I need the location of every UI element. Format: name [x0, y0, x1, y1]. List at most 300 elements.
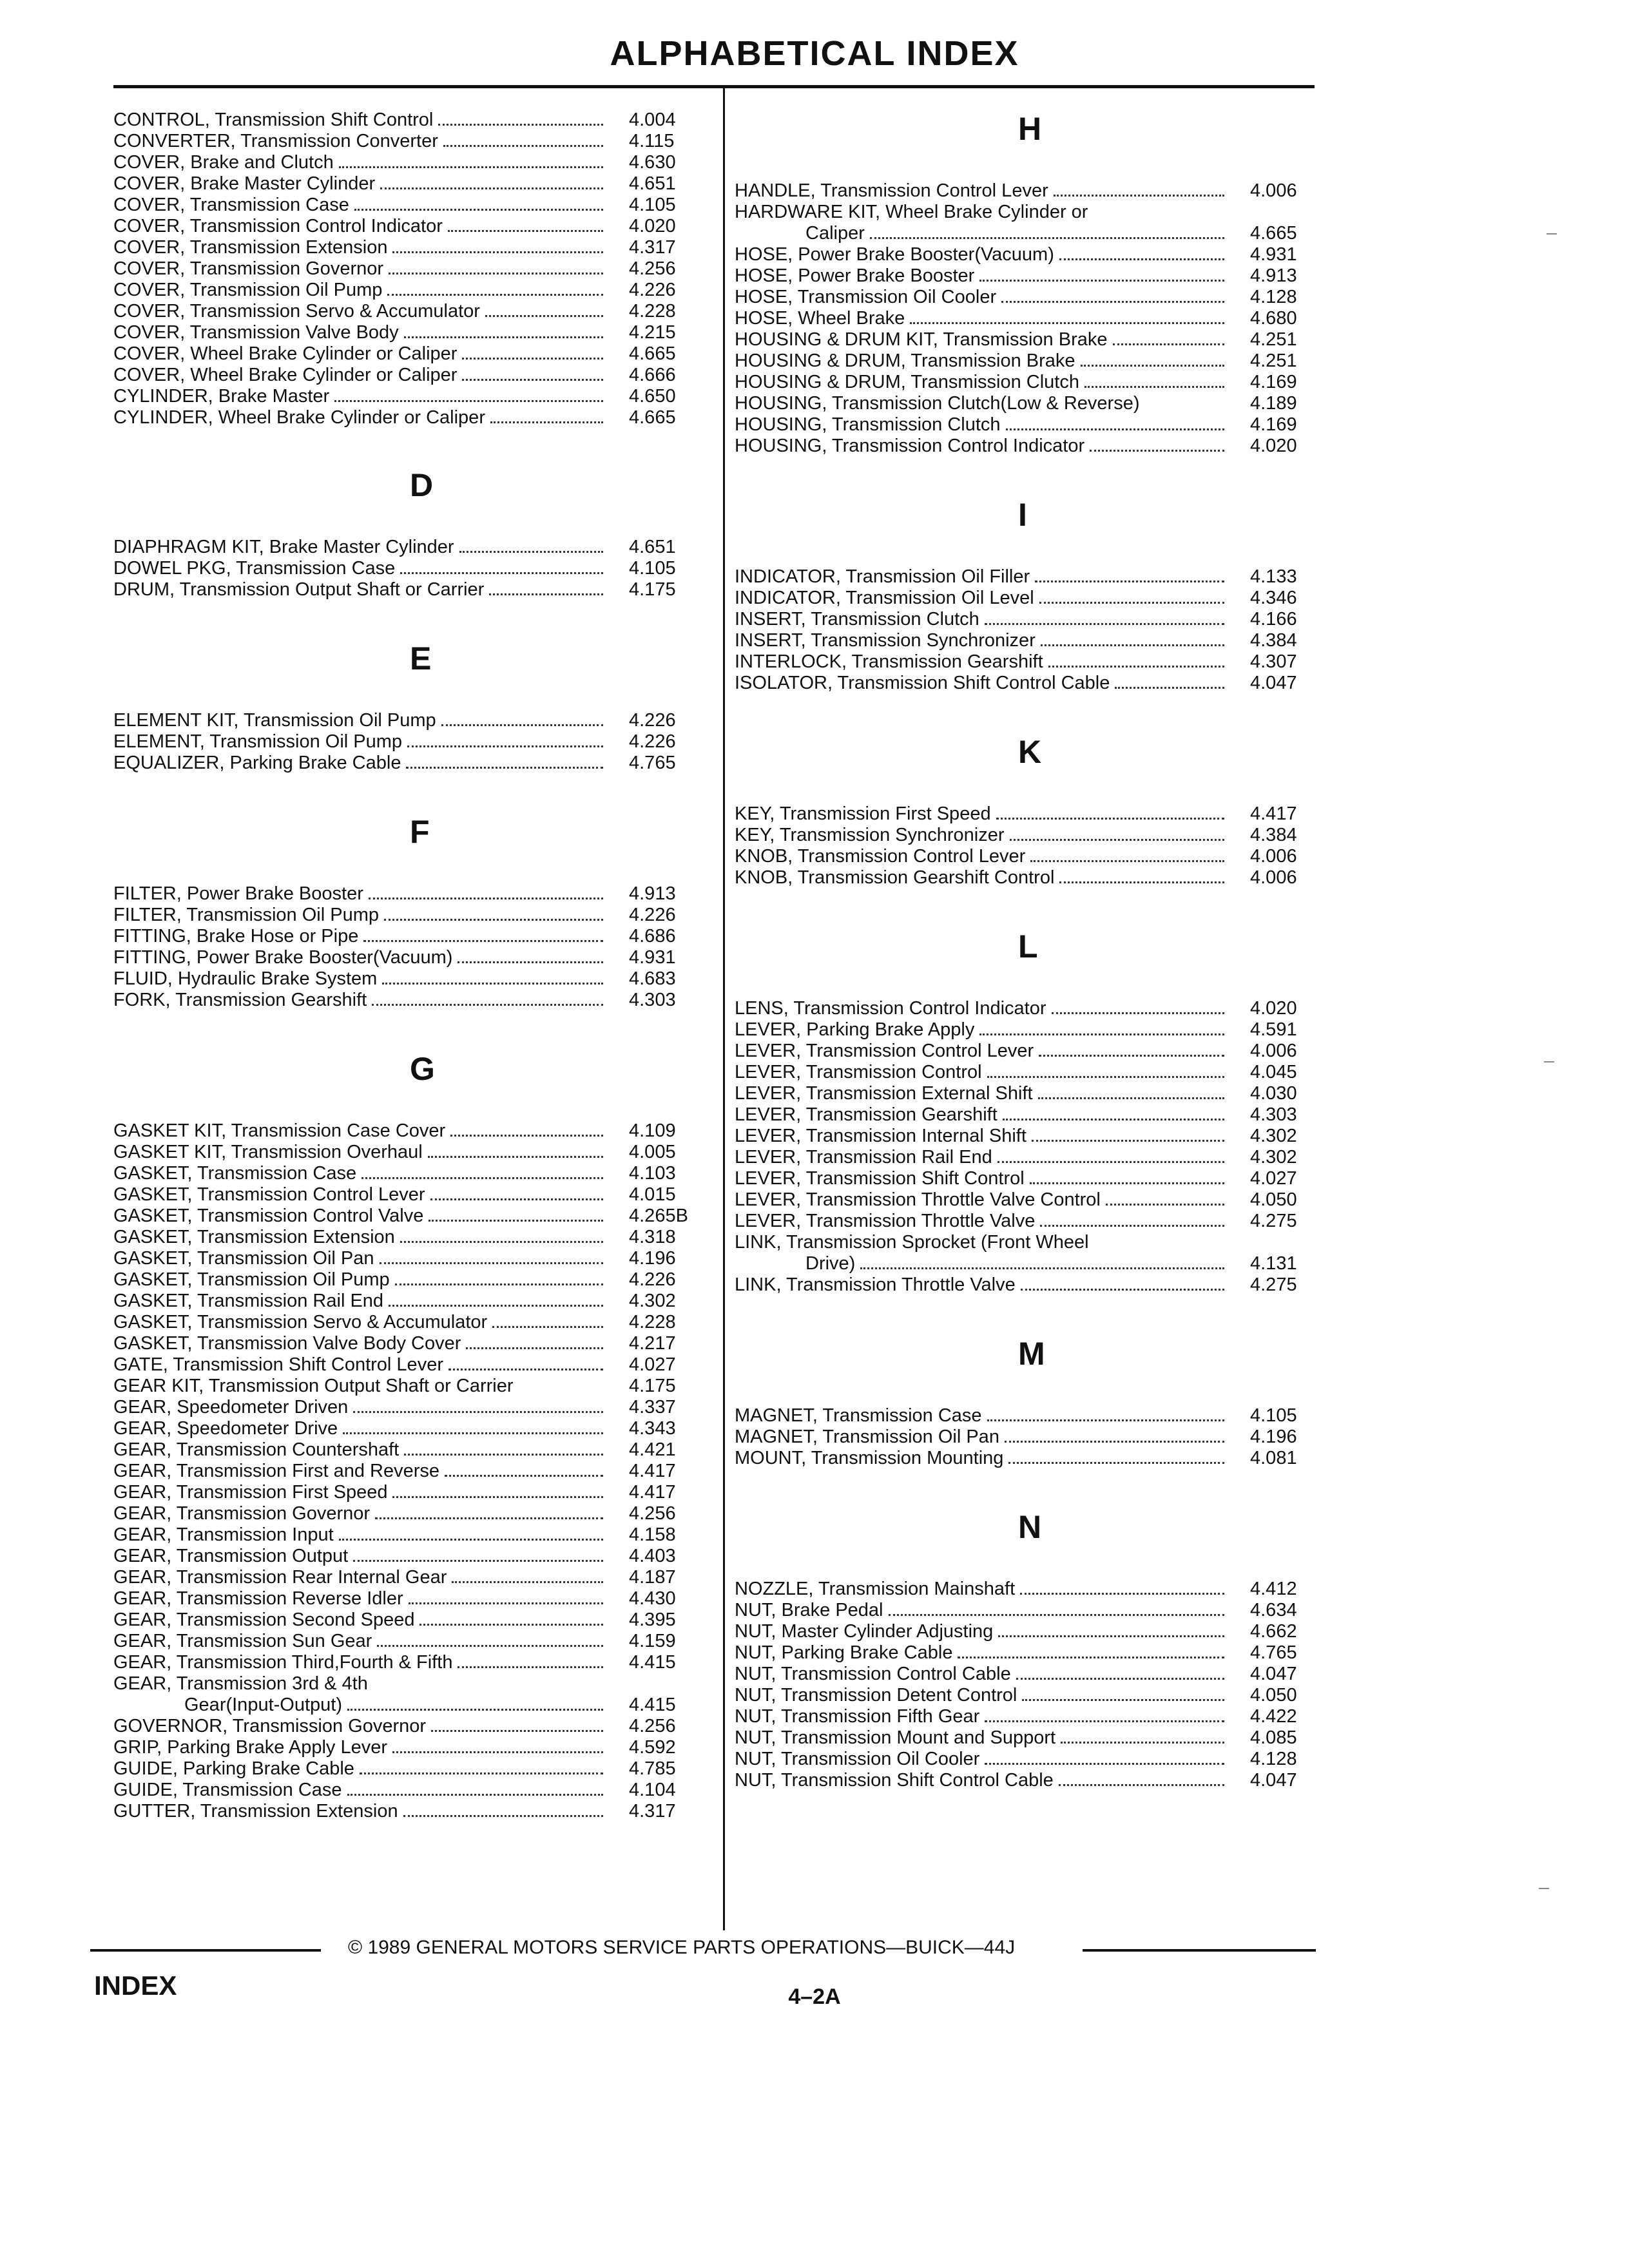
- index-entry: [113, 1461, 726, 1482]
- dot-leader: [462, 379, 603, 381]
- dot-leader: [392, 1751, 603, 1753]
- index-entry: [113, 1758, 726, 1780]
- entry-name: LEVER, Transmission Throttle Valve: [735, 1211, 1036, 1231]
- index-entry: [113, 1524, 726, 1546]
- dot-leader: [492, 1326, 603, 1328]
- entry-code: 4.346: [1250, 588, 1297, 608]
- dot-leader: [1030, 1182, 1224, 1184]
- dot-leader: [1022, 1699, 1224, 1701]
- entry-name: HANDLE, Transmission Control Lever: [735, 180, 1048, 201]
- index-entry: [113, 1120, 726, 1142]
- entry-code: 4.662: [1250, 1621, 1297, 1642]
- page-number: 4–2A: [788, 1984, 841, 2009]
- entry-name: KEY, Transmission First Speed: [735, 803, 991, 824]
- entry-name: KNOB, Transmission Gearshift Control: [735, 867, 1055, 888]
- entry-name: HOUSING, Transmission Clutch: [735, 414, 1001, 435]
- entry-code: 4.634: [1250, 1600, 1297, 1620]
- entry-code: 4.217: [629, 1333, 676, 1354]
- index-entry: [735, 329, 1347, 351]
- entry-code: 4.765: [1250, 1642, 1297, 1663]
- dot-leader: [1032, 1140, 1224, 1142]
- index-entry: [735, 351, 1347, 372]
- index-entry: [113, 280, 726, 301]
- entry-code: 4.196: [629, 1248, 676, 1269]
- entry-name: GEAR, Transmission First Speed: [113, 1482, 388, 1503]
- section-letter: H: [1018, 111, 1042, 147]
- index-entry: [113, 110, 726, 131]
- entry-code: 4.105: [629, 558, 676, 579]
- entry-code: 4.175: [629, 1376, 676, 1396]
- entry-name: COVER, Transmission Control Indicator: [113, 216, 443, 236]
- entry-code: 4.020: [1250, 998, 1297, 1019]
- index-section: [113, 110, 726, 428]
- entry-code: 4.027: [1250, 1168, 1297, 1189]
- entry-code: 4.317: [629, 1801, 676, 1821]
- entry-code: 4.004: [629, 110, 676, 130]
- dot-leader: [489, 593, 603, 595]
- index-entry: [735, 803, 1347, 825]
- index-entry: [113, 1269, 726, 1291]
- entry-code: 4.275: [1250, 1211, 1297, 1231]
- dot-leader: [384, 919, 603, 921]
- entry-name: COVER, Transmission Extension: [113, 237, 388, 258]
- entry-code: 4.686: [629, 926, 676, 947]
- dot-leader: [353, 1560, 603, 1562]
- dot-leader: [450, 1135, 603, 1137]
- entry-name: COVER, Wheel Brake Cylinder or Caliper: [113, 365, 458, 385]
- entry-list: [735, 566, 1347, 694]
- index-entry: [113, 386, 726, 407]
- top-rule: [113, 85, 1315, 88]
- entry-name: COVER, Brake Master Cylinder: [113, 173, 376, 194]
- entry-code: 4.115: [629, 131, 675, 151]
- entry-name: NUT, Transmission Detent Control: [735, 1685, 1017, 1706]
- entry-code: 4.275: [1250, 1274, 1297, 1295]
- index-section: [735, 457, 1347, 694]
- entry-code: 4.683: [629, 968, 676, 989]
- dot-leader: [452, 1581, 603, 1583]
- dot-leader: [958, 1657, 1224, 1658]
- dot-leader: [490, 421, 603, 423]
- index-entry: [113, 1142, 726, 1163]
- dot-leader: [400, 572, 603, 574]
- index-entry: [735, 998, 1347, 1019]
- entry-name: NUT, Parking Brake Cable: [735, 1642, 953, 1663]
- dot-leader: [889, 1614, 1225, 1616]
- entry-list: [735, 180, 1347, 457]
- entry-name: COVER, Transmission Governor: [113, 258, 384, 279]
- index-section: [113, 428, 726, 601]
- page-title: ALPHABETICAL INDEX: [610, 34, 1019, 73]
- entry-name: COVER, Transmission Oil Pump: [113, 280, 383, 300]
- dot-leader: [1081, 365, 1224, 367]
- index-entry: [735, 223, 1347, 244]
- entry-code: 4.412: [1250, 1579, 1297, 1599]
- dot-leader: [1059, 258, 1224, 260]
- index-entry: [735, 287, 1347, 308]
- dot-leader: [369, 898, 603, 899]
- entry-list: [735, 803, 1347, 889]
- entry-name: CYLINDER, Wheel Brake Cylinder or Caliper: [113, 407, 485, 428]
- dot-leader: [466, 1347, 603, 1349]
- entry-name: Gear(Input-Output): [184, 1695, 342, 1715]
- section-letter: D: [410, 467, 434, 503]
- entry-list: [735, 1405, 1347, 1469]
- entry-code: 4.384: [1250, 825, 1297, 845]
- entry-name: GASKET, Transmission Oil Pan: [113, 1248, 374, 1269]
- entry-name: NUT, Master Cylinder Adjusting: [735, 1621, 994, 1642]
- index-entry: [735, 673, 1347, 694]
- entry-name: COVER, Brake and Clutch: [113, 152, 334, 173]
- entry-name: DOWEL PKG, Transmission Case: [113, 558, 396, 579]
- entry-code: 4.251: [1250, 351, 1297, 371]
- dot-leader: [339, 166, 603, 168]
- entry-name: COVER, Transmission Servo & Accumulator: [113, 301, 480, 322]
- entry-name: LEVER, Transmission Rail End: [735, 1147, 992, 1168]
- entry-code: 4.417: [1250, 803, 1297, 824]
- entry-code: 4.128: [1250, 1749, 1297, 1769]
- dot-leader: [860, 1267, 1224, 1269]
- index-entry: [735, 372, 1347, 393]
- entry-code: 4.045: [1250, 1062, 1297, 1082]
- entry-name: HARDWARE KIT, Wheel Brake Cylinder or: [735, 202, 1088, 222]
- index-entry: [735, 566, 1347, 588]
- dot-leader: [458, 1666, 603, 1668]
- section-label: INDEX: [94, 1970, 177, 2001]
- index-entry: [113, 152, 726, 173]
- index-entry: [113, 237, 726, 258]
- entry-name: GEAR, Transmission Countershaft: [113, 1439, 400, 1460]
- index-entry: [735, 1253, 1347, 1274]
- index-entry: [735, 1642, 1347, 1664]
- index-entry: [113, 1354, 726, 1376]
- dot-leader: [448, 1369, 603, 1370]
- entry-name: INTERLOCK, Transmission Gearshift: [735, 651, 1043, 672]
- index-entry: [113, 1588, 726, 1610]
- entry-name: GASKET KIT, Transmission Case Cover: [113, 1120, 446, 1141]
- entry-code: 4.931: [629, 947, 676, 968]
- entry-code: 4.131: [1250, 1253, 1297, 1274]
- dot-leader: [979, 1033, 1224, 1035]
- index-entry: [735, 1600, 1347, 1621]
- index-entry: [113, 216, 726, 237]
- index-entry: [113, 1801, 726, 1822]
- dot-leader: [910, 322, 1224, 324]
- entry-name: LEVER, Transmission Control: [735, 1062, 982, 1082]
- index-entry: [113, 753, 726, 774]
- dot-leader: [389, 273, 603, 274]
- copyright-notice: © 1989 GENERAL MOTORS SERVICE PARTS OPERATIONS—BUICK—44J: [348, 1937, 1016, 1958]
- entry-name: GEAR, Speedometer Driven: [113, 1397, 349, 1418]
- entry-code: 4.169: [1250, 414, 1297, 435]
- entry-name: GASKET, Transmission Rail End: [113, 1291, 384, 1311]
- dot-leader: [389, 1305, 603, 1307]
- section-letter: N: [1018, 1509, 1042, 1545]
- dot-leader: [985, 1720, 1224, 1722]
- index-entry: [735, 1727, 1347, 1749]
- dot-leader: [343, 1432, 603, 1434]
- entry-code: 4.187: [629, 1567, 676, 1588]
- index-entry: [113, 1376, 726, 1397]
- dot-leader: [1039, 602, 1224, 604]
- entry-name: HOUSING & DRUM, Transmission Brake: [735, 351, 1075, 371]
- entry-code: 4.913: [1250, 265, 1297, 286]
- dot-leader: [361, 1177, 603, 1179]
- entry-code: 4.030: [1250, 1083, 1297, 1104]
- dot-leader: [419, 1624, 603, 1626]
- entry-name: GEAR, Transmission Rear Internal Gear: [113, 1567, 447, 1588]
- entry-name: NUT, Transmission Mount and Support: [735, 1727, 1056, 1748]
- index-entry: [113, 947, 726, 968]
- entry-name: GASKET, Transmission Oil Pump: [113, 1269, 390, 1290]
- index-entry: [735, 1749, 1347, 1770]
- dot-leader: [1039, 1055, 1224, 1057]
- entry-code: 4.166: [1250, 609, 1297, 629]
- dot-leader: [985, 1763, 1224, 1765]
- entry-name: FITTING, Power Brake Booster(Vacuum): [113, 947, 453, 968]
- index-entry: [113, 1652, 726, 1673]
- entry-code: 4.422: [1250, 1706, 1297, 1727]
- entry-name: GEAR, Speedometer Drive: [113, 1418, 338, 1439]
- entry-code: 4.006: [1250, 846, 1297, 867]
- entry-code: 4.020: [629, 216, 676, 236]
- entry-code: 4.015: [629, 1184, 676, 1205]
- entry-code: 4.256: [629, 258, 676, 279]
- index-section: [735, 110, 1347, 457]
- entry-name: EQUALIZER, Parking Brake Cable: [113, 753, 401, 773]
- index-section: [735, 1469, 1347, 1791]
- index-entry: [735, 825, 1347, 846]
- dot-leader: [377, 1645, 603, 1647]
- entry-name: INDICATOR, Transmission Oil Filler: [735, 566, 1030, 587]
- entry-name: GOVERNOR, Transmission Governor: [113, 1716, 427, 1736]
- index-entry: [735, 1211, 1347, 1232]
- index-section: [113, 774, 726, 1011]
- index-entry: [735, 1706, 1347, 1727]
- index-entry: [735, 202, 1347, 223]
- entry-code: 4.103: [629, 1163, 676, 1184]
- entry-code: 4.215: [629, 322, 676, 343]
- index-entry: [113, 195, 726, 216]
- section-letter: I: [1018, 497, 1027, 533]
- entry-code: 4.196: [1250, 1427, 1297, 1447]
- entry-name: LEVER, Transmission External Shift: [735, 1083, 1033, 1104]
- dot-leader: [438, 124, 603, 126]
- entry-code: 4.027: [629, 1354, 676, 1375]
- entry-name: GASKET, Transmission Control Lever: [113, 1184, 425, 1205]
- entry-name: GEAR KIT, Transmission Output Shaft or Carrier: [113, 1376, 514, 1396]
- entry-name: GUIDE, Parking Brake Cable: [113, 1758, 354, 1779]
- dot-leader: [428, 1156, 603, 1158]
- dot-leader: [1106, 1204, 1224, 1206]
- dot-leader: [360, 1773, 603, 1774]
- index-entry: [735, 180, 1347, 202]
- entry-name: GUIDE, Transmission Case: [113, 1780, 342, 1800]
- entry-name: GASKET, Transmission Case: [113, 1163, 357, 1184]
- entry-name: GEAR, Transmission Second Speed: [113, 1610, 415, 1630]
- entry-code: 4.020: [1250, 436, 1297, 456]
- dot-leader: [987, 1419, 1224, 1421]
- entry-code: 4.226: [629, 1269, 676, 1290]
- section-letter: G: [410, 1051, 435, 1087]
- entry-name: HOUSING & DRUM, Transmission Clutch: [735, 372, 1079, 392]
- entry-code: 4.785: [629, 1758, 676, 1779]
- entry-code: 4.169: [1250, 372, 1297, 392]
- index-entry: [735, 265, 1347, 287]
- dot-leader: [1003, 1119, 1224, 1120]
- entry-name: GATE, Transmission Shift Control Lever: [113, 1354, 443, 1375]
- dot-leader: [407, 745, 603, 747]
- entry-code: 4.256: [629, 1716, 676, 1736]
- index-entry: [735, 1083, 1347, 1104]
- section-letter: K: [1018, 734, 1042, 770]
- index-entry: [113, 365, 726, 386]
- entry-code: 4.081: [1250, 1448, 1297, 1468]
- index-entry: [735, 867, 1347, 889]
- entry-code: 4.343: [629, 1418, 676, 1439]
- entry-code: 4.256: [629, 1503, 676, 1524]
- entry-name: ELEMENT, Transmission Oil Pump: [113, 731, 403, 752]
- entry-code: 4.226: [629, 731, 676, 752]
- dot-leader: [445, 1475, 603, 1477]
- entry-name: GUTTER, Transmission Extension: [113, 1801, 398, 1821]
- entry-code: 4.415: [629, 1695, 676, 1715]
- index-entry: [113, 1312, 726, 1333]
- entry-code: 4.591: [1250, 1019, 1297, 1040]
- entry-code: 4.317: [629, 237, 676, 258]
- dot-leader: [392, 251, 603, 253]
- entry-list: [735, 1579, 1347, 1791]
- index-entry: [113, 537, 726, 558]
- dot-leader: [404, 336, 603, 338]
- entry-name: KNOB, Transmission Control Lever: [735, 846, 1026, 867]
- index-entry: [113, 579, 726, 601]
- dot-leader: [353, 1411, 603, 1413]
- entry-code: 4.105: [629, 195, 676, 215]
- entry-name: GASKET, Transmission Extension: [113, 1227, 395, 1247]
- index-entry: [735, 1427, 1347, 1448]
- dot-leader: [1041, 644, 1224, 646]
- entry-code: 4.047: [1250, 673, 1297, 693]
- entry-name: NUT, Transmission Fifth Gear: [735, 1706, 980, 1727]
- index-entry: [735, 436, 1347, 457]
- entry-name: GRIP, Parking Brake Apply Lever: [113, 1737, 388, 1758]
- dot-leader: [1059, 1784, 1224, 1786]
- dot-leader: [1035, 581, 1224, 582]
- index-entry: [113, 258, 726, 280]
- index-entry: [113, 1227, 726, 1248]
- index-entry: [113, 1610, 726, 1631]
- index-entry: [735, 609, 1347, 630]
- index-entry: [113, 905, 726, 926]
- dot-leader: [409, 1602, 603, 1604]
- index-entry: [113, 407, 726, 428]
- index-section: [735, 694, 1347, 889]
- entry-code: 4.630: [629, 152, 676, 173]
- entry-code: 4.430: [629, 1588, 676, 1609]
- index-entry: [113, 1397, 726, 1418]
- footer-rule-right: [1083, 1949, 1316, 1952]
- index-entry: [735, 1126, 1347, 1147]
- entry-code: 4.650: [629, 386, 676, 407]
- dot-leader: [334, 400, 603, 402]
- entry-code: 4.395: [629, 1610, 676, 1630]
- dot-leader: [429, 1220, 603, 1222]
- index-entry: [735, 1232, 1347, 1253]
- index-entry: [735, 1189, 1347, 1211]
- dot-leader: [1090, 450, 1224, 452]
- entry-code: 4.226: [629, 280, 676, 300]
- entry-name: LEVER, Transmission Control Lever: [735, 1041, 1034, 1061]
- entry-name: GEAR, Transmission Reverse Idler: [113, 1588, 403, 1609]
- index-entry: [113, 1737, 726, 1758]
- index-entry: [735, 414, 1347, 436]
- index-entry: [735, 393, 1347, 414]
- dot-leader: [448, 230, 603, 232]
- entry-name: CONVERTER, Transmission Converter: [113, 131, 438, 151]
- dot-leader: [347, 1794, 603, 1796]
- entry-code: 4.651: [629, 537, 676, 557]
- entry-code: 4.228: [629, 301, 676, 322]
- dot-leader: [406, 767, 603, 769]
- dot-leader: [431, 1730, 603, 1732]
- dot-leader: [382, 983, 603, 985]
- entry-list: [113, 1120, 726, 1822]
- index-entry: [735, 1621, 1347, 1642]
- entry-code: 4.303: [629, 990, 676, 1010]
- dot-leader: [375, 1517, 603, 1519]
- entry-code: 4.105: [1250, 1405, 1297, 1426]
- dot-leader: [1084, 386, 1224, 388]
- dot-leader: [387, 294, 603, 296]
- dot-leader: [1001, 301, 1224, 303]
- entry-name: MAGNET, Transmission Case: [735, 1405, 982, 1426]
- entry-code: 4.189: [1250, 393, 1297, 414]
- index-entry: [735, 630, 1347, 651]
- entry-code: 4.665: [1250, 223, 1297, 244]
- index-entry: [735, 1685, 1347, 1706]
- index-entry: [113, 322, 726, 343]
- dot-leader: [441, 724, 603, 726]
- dot-leader: [380, 1262, 603, 1264]
- entry-code: 4.302: [1250, 1126, 1297, 1146]
- dot-leader: [1061, 1742, 1224, 1744]
- index-entry: [113, 710, 726, 731]
- dot-leader: [1052, 1012, 1224, 1014]
- entry-code: 4.158: [629, 1524, 676, 1545]
- entry-name: ISOLATOR, Transmission Shift Control Cable: [735, 673, 1110, 693]
- index-entry: [113, 1206, 726, 1227]
- entry-code: 4.665: [629, 343, 676, 364]
- index-entry: [735, 588, 1347, 609]
- dot-leader: [1016, 1678, 1224, 1680]
- entry-name: GASKET, Transmission Valve Body Cover: [113, 1333, 461, 1354]
- index-entry: [113, 883, 726, 905]
- entry-code: 4.085: [1250, 1727, 1297, 1748]
- index-entry: [735, 1019, 1347, 1041]
- entry-name: GASKET, Transmission Control Valve: [113, 1206, 424, 1226]
- section-letter: M: [1018, 1336, 1045, 1372]
- index-entry: [735, 308, 1347, 329]
- entry-code: 4.417: [629, 1482, 676, 1503]
- entry-name: FLUID, Hydraulic Brake System: [113, 968, 378, 989]
- entry-code: 4.251: [1250, 329, 1297, 350]
- entry-name: GASKET, Transmission Servo & Accumulator: [113, 1312, 488, 1332]
- index-entry: [113, 343, 726, 365]
- dot-leader: [459, 551, 603, 553]
- dot-leader: [403, 1815, 603, 1817]
- entry-code: 4.680: [1250, 308, 1297, 329]
